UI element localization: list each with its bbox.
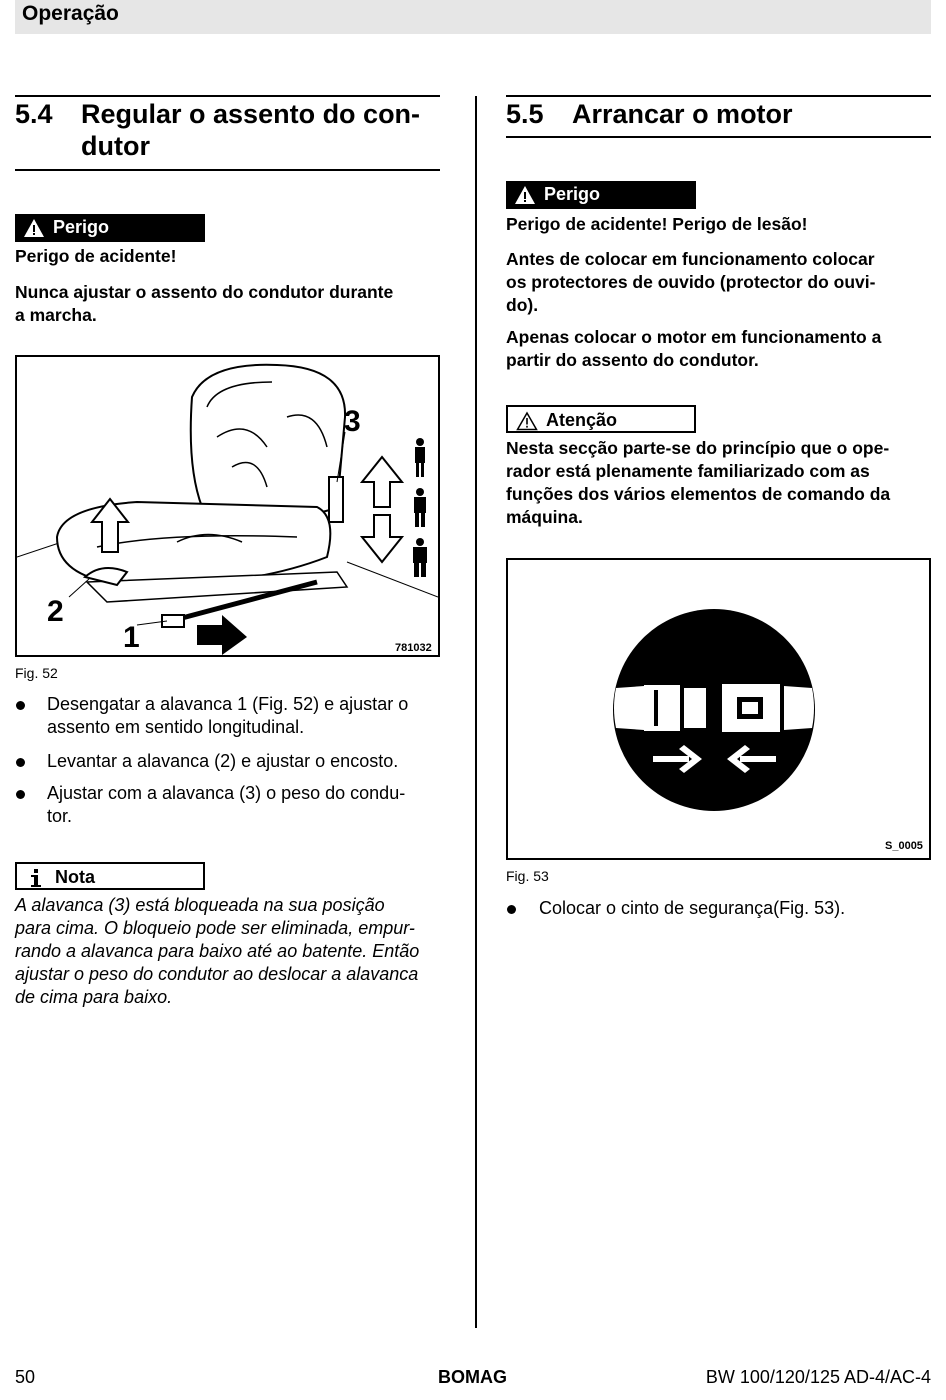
danger-para3-line2: partir do assento do condutor. [506, 350, 759, 370]
danger-label-box [15, 214, 205, 242]
note-line-1: A alavanca (3) está bloqueada na sua posição [15, 895, 385, 915]
note-line-3: rando a alavanca para baixo até ao batente. Então [15, 941, 420, 961]
caution-line-1: Nesta secção parte-se do princípio que o ope- [506, 438, 890, 458]
danger-text-2a: Nunca ajustar o assento do condutor durante [15, 282, 394, 302]
note-line-5: de cima para baixo. [15, 987, 173, 1007]
caution-line-2: rador está plenamente familiarizado com as [506, 461, 870, 481]
bullet-3-line2: tor. [47, 806, 73, 826]
section-rule-bottom [506, 136, 931, 138]
model-name: BW 100/120/125 AD-4/AC-4 [705, 1367, 931, 1387]
header-bar [15, 0, 931, 34]
note-line-4: ajustar o peso do condutor ao deslocar a alavanca [15, 964, 419, 984]
note-line-2: para cima. O bloqueio pode ser eliminada, empur- [15, 918, 415, 938]
bullet-dot [507, 905, 516, 914]
danger-para2-line3: do). [506, 295, 539, 315]
section-rule-top [506, 95, 931, 97]
warning-triangle-icon [514, 185, 536, 205]
seatbelt-icon [508, 560, 929, 858]
caution-line-3: funções dos vários elementos de comando da [506, 484, 891, 504]
caution-label: Atenção [546, 410, 618, 430]
page-number: 50 [15, 1367, 36, 1387]
danger-para2-line1: Antes de colocar em funcionamento colocar [506, 249, 875, 269]
brand-logo: BOMAG [438, 1367, 507, 1387]
figure-53-seatbelt [506, 558, 931, 860]
bullet-1-line2: assento em sentido longitudinal. [47, 717, 305, 737]
caution-triangle-icon [516, 411, 538, 431]
section-rule-top [15, 95, 440, 97]
bullet-dot [16, 758, 25, 767]
bullet-dot [16, 790, 25, 799]
section-number: 5.4 [15, 99, 53, 129]
seat-illustration [17, 357, 438, 655]
danger-text-2b: a marcha. [15, 305, 97, 325]
callout-1: 1 [123, 621, 140, 654]
section-heading-5-4 [15, 98, 440, 168]
page-header-title: Operação [22, 2, 119, 25]
warning-triangle-icon [23, 218, 45, 238]
section-title: Arrancar o motor [572, 99, 793, 129]
section-heading-5-5 [506, 98, 931, 134]
bullet-2-line1: Levantar a alavanca (2) e ajustar o encosto. [47, 751, 399, 771]
section-title-line1: Regular o assento do con- [81, 99, 421, 129]
figure-code: 781032 [395, 642, 432, 654]
figure-code: S_0005 [885, 840, 923, 852]
figure-caption-52: Fig. 52 [15, 665, 58, 681]
figure-52-seat-adjustment [15, 355, 440, 657]
note-label-box [15, 862, 205, 890]
caution-line-4: máquina. [506, 507, 583, 527]
caution-label-box [506, 405, 696, 433]
info-icon [25, 868, 47, 888]
callout-2: 2 [47, 595, 64, 628]
column-divider [475, 96, 477, 1328]
danger-label: Perigo [53, 217, 110, 237]
section-rule-bottom [15, 169, 440, 171]
danger-para2-line2: os protectores de ouvido (protector do ouvi- [506, 272, 876, 292]
note-label: Nota [55, 867, 95, 887]
bullet-dot [16, 701, 25, 710]
danger-label: Perigo [544, 184, 601, 204]
danger-text-1: Perigo de acidente! [15, 246, 177, 266]
bullet-1-line1: Desengatar a alavanca 1 (Fig. 52) e ajustar o [47, 694, 409, 714]
callout-3: 3 [344, 405, 361, 438]
danger-label-box [506, 181, 696, 209]
figure-caption-53: Fig. 53 [506, 868, 549, 884]
danger-text-1: Perigo de acidente! Perigo de lesão! [506, 214, 808, 234]
danger-para3-line1: Apenas colocar o motor em funcionamento a [506, 327, 882, 347]
bullet-3-line1: Ajustar com a alavanca (3) o peso do condu- [47, 783, 406, 803]
bullet-seatbelt: Colocar o cinto de segurança(Fig. 53). [539, 898, 846, 918]
section-number: 5.5 [506, 99, 544, 129]
section-title-line2: dutor [81, 131, 150, 161]
